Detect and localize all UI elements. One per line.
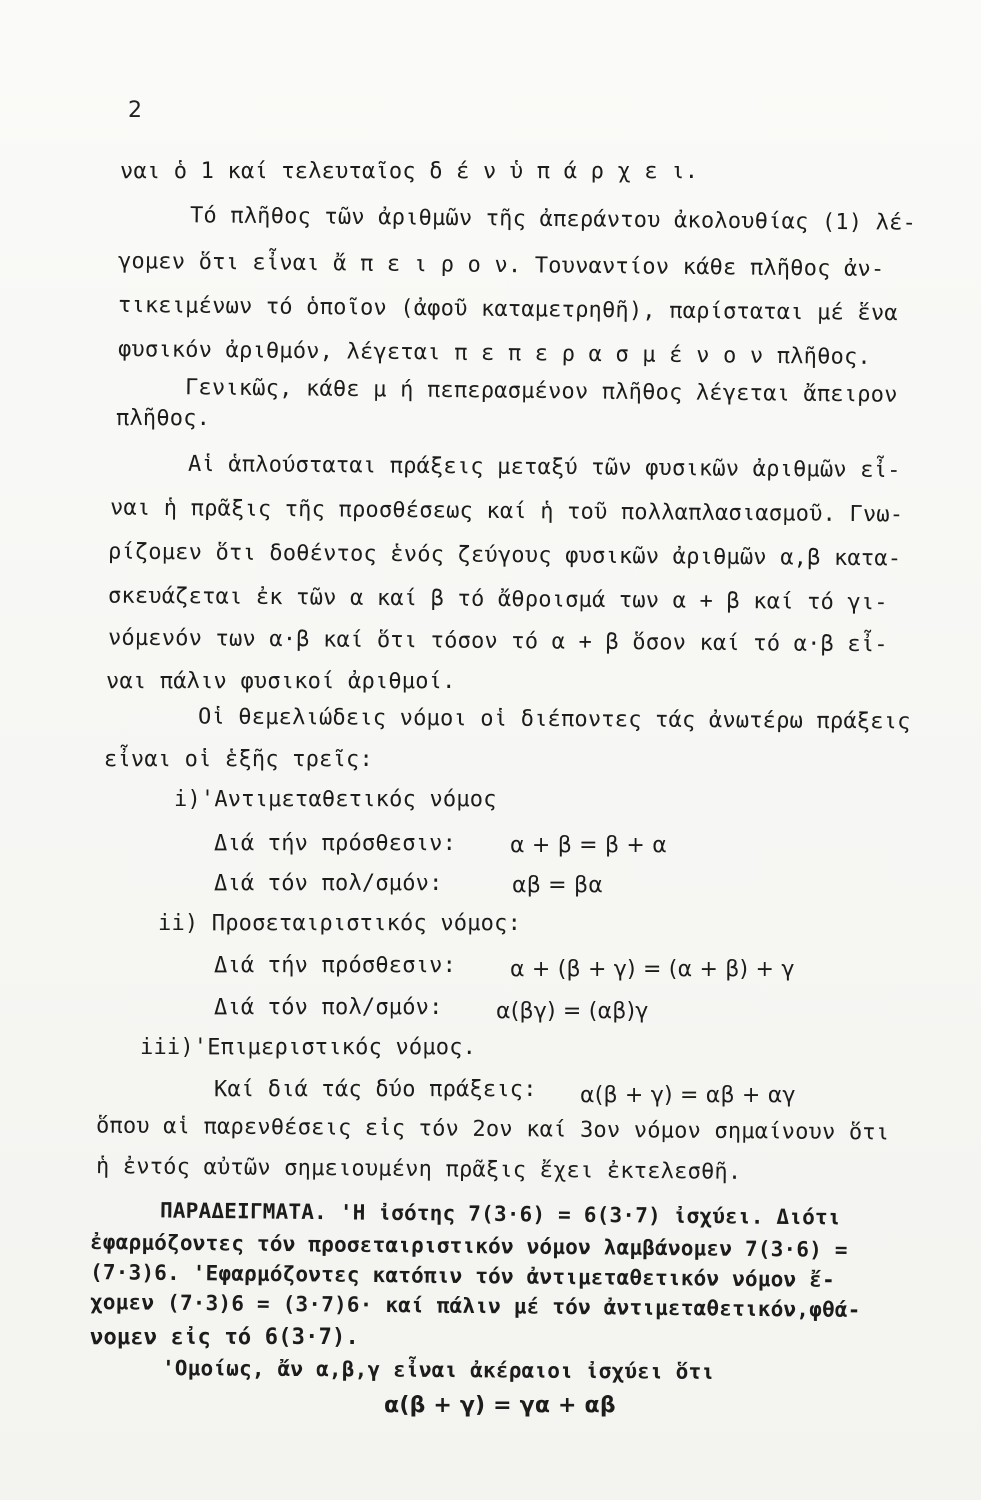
law-heading: i)'Αντιμεταθετικός νόμος: [174, 787, 497, 812]
formula: α + (β + γ) = (α + β) + γ: [510, 957, 795, 982]
text-line: Γενικῶς, κάθε μ ή πεπερασμένον πλῆθος λέγεται ἄπειρον: [184, 375, 898, 408]
text-line: ὅπου αἱ παρενθέσεις εἰς τόν 2ον καί 3ον νόμον σημαίνουν ὅτι: [95, 1113, 890, 1146]
formula-label: Διά τήν πρόσθεσιν:: [214, 831, 457, 856]
text-line: ἡ ἐντός αὐτῶν σημειουμένη πρᾶξις ἔχει ἐκτελεσθῆ.: [95, 1154, 742, 1185]
formula-label: Διά τόν πολ/σμόν:: [214, 871, 443, 896]
text-line: φυσικόν ἀριθμόν, λέγεται π ε π ε ρ α σ μ έ ν ο ν πλῆθος.: [117, 337, 872, 370]
formula: α(β + γ) = αβ + αγ: [580, 1083, 796, 1108]
examples-line: ἐφαρμόζοντες τόν προσεταιριστικόν νόμον λαμβάνομεν 7(3·6) =: [89, 1230, 848, 1262]
text-line: εἶναι οἱ ἑξῆς τρεῖς:: [104, 747, 373, 772]
examples-line: ΠΑΡΑΔΕΙΓΜΑΤΑ. 'Η ἰσότης 7(3·6) = 6(3·7) ἰσχύει. Διότι: [159, 1198, 841, 1230]
examples-line: χομεν (7·3)6 = (3·7)6· καί πάλιν μέ τόν ἀντιμεταθετικόν,φθά-: [89, 1289, 861, 1323]
formula: αβ = βα: [512, 873, 603, 898]
examples-line: νομεν εἰς τό 6(3·7).: [90, 1325, 359, 1350]
formula-label: Διά τόν πολ/σμόν:: [214, 995, 443, 1020]
text-line: ναι ὁ 1 καί τελευταῖος δ έ ν ὑ π ά ρ χ ε ι.: [120, 159, 699, 184]
text-line: γομεν ὅτι εἶναι ἄ π ε ι ρ ο ν. Τουναντίον κάθε πλῆθος ἀν-: [117, 248, 885, 283]
text-line: ναι πάλιν φυσικοί ἀριθμοί.: [106, 669, 456, 694]
text-line: Τό πλῆθος τῶν ἀριθμῶν τῆς ἀπεράντου ἀκολουθίας (1) λέ-: [189, 203, 917, 236]
formula-label: Διά τήν πρόσθεσιν:: [214, 953, 457, 978]
text-line: τικειμένων τό ὁποῖον (ἀφοῦ καταμετρηθῆ), παρίσταται μέ ἕνα: [117, 292, 898, 327]
formula: α + β = β + α: [510, 833, 667, 858]
text-line: σκευάζεται ἐκ τῶν α καί β τό ἄθροισμά των α + β καί τό γι-: [107, 583, 888, 616]
text-line: Αἱ ἁπλούσταται πράξεις μεταξύ τῶν φυσικῶν ἀριθμῶν εἶ-: [187, 451, 901, 484]
formula-label: Καί διά τάς δύο πράξεις:: [214, 1077, 537, 1102]
law-heading: ii) Προσεταιριστικός νόμος:: [158, 911, 522, 936]
examples-line: 'Ομοίως, ἄν α,β,γ εἶναι ἀκέραιοι ἰσχύει ὅτι: [161, 1356, 715, 1384]
formula: α(β + γ) = γα + αβ: [384, 1393, 616, 1418]
formula: α(βγ) = (αβ)γ: [496, 999, 649, 1024]
text-line: Οἱ θεμελιώδεις νόμοι οἱ διέποντες τάς ἀνωτέρω πράξεις: [197, 704, 911, 735]
text-line: ναι ἡ πρᾶξις τῆς προσθέσεως καί ἡ τοῦ πολλαπλασιασμοῦ. Γνω-: [109, 495, 904, 528]
law-heading: iii)'Επιμεριστικός νόμος.: [140, 1035, 477, 1060]
examples-line: (7·3)6. 'Εφαρμόζοντες κατόπιν τόν ἀντιμεταθετικόν νόμον ἔ-: [89, 1260, 836, 1292]
text-line: νόμενόν των α·β καί ὅτι τόσον τό α + β ὅσον καί τό α·β εἶ-: [107, 625, 888, 658]
text-line: πλῆθος.: [116, 406, 211, 431]
page-number: 2: [128, 98, 142, 123]
text-line: ρίζομεν ὅτι δοθέντος ἑνός ζεύγους φυσικῶν ἀριθμῶν α,β κατα-: [107, 539, 902, 572]
